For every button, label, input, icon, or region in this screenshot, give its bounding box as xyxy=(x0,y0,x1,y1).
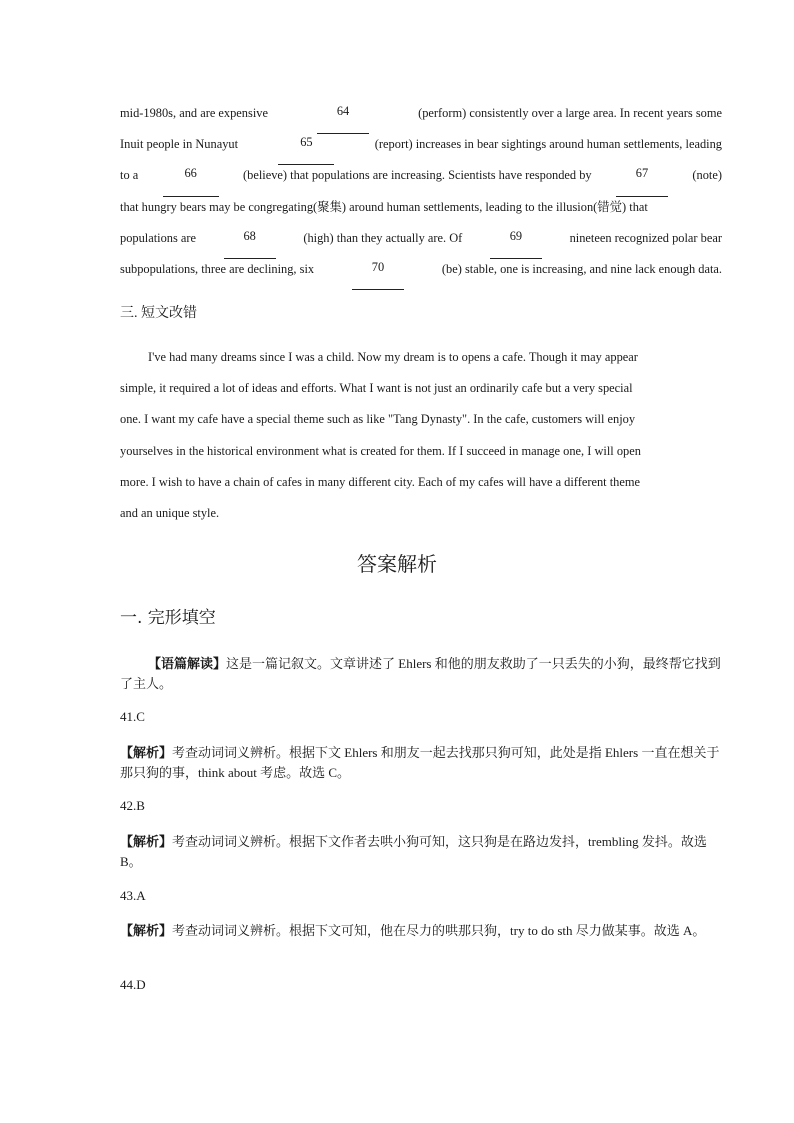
passage-text: (note) xyxy=(692,168,722,183)
answer-explanation xyxy=(120,743,722,783)
analysis-tag: 【解析】 xyxy=(120,745,173,760)
analysis-tag: 【解析】 xyxy=(120,834,173,849)
answer-number: 43.A xyxy=(120,888,146,903)
passage-line xyxy=(120,197,722,228)
passage-text: populations are xyxy=(120,230,197,245)
essay-line: one. I want my cafe have a special theme such as like "Tang Dynasty". In the cafe, customers will enjoy xyxy=(120,412,636,427)
passage-line xyxy=(120,259,722,290)
grammar-passage xyxy=(120,103,722,290)
passage-line xyxy=(120,228,722,259)
answer-number: 44.D xyxy=(120,977,146,992)
answers-title: 答案解析 xyxy=(357,552,437,576)
reading-intro xyxy=(120,654,722,694)
section-heading: 三. 短文改错 xyxy=(120,306,197,321)
blank-66: 66 xyxy=(163,165,219,196)
blank-70: 70 xyxy=(352,259,404,290)
essay-line: and an unique style. xyxy=(120,505,220,520)
blank-69: 69 xyxy=(490,228,542,259)
essay-line: yourselves in the historical environment what is created for them. If I succeed in manage one, I will open xyxy=(120,443,641,458)
passage-text: (be) stable, one is increasing, and nine lack enough data. xyxy=(441,261,722,276)
section-heading: 一. 完形填空 xyxy=(120,608,216,628)
passage-text: (high) than they actually are. Of xyxy=(303,230,463,245)
answer-number: 42.B xyxy=(120,798,145,813)
blank-67: 67 xyxy=(616,165,668,196)
passage-text: nineteen recognized polar bear xyxy=(569,230,722,245)
analysis-tag: 【解析】 xyxy=(120,923,173,938)
analysis-text: 考查动词词义辨析。根据下文作者去哄小狗可知，这只狗是在路边发抖，trembling 发抖。故选 B。 xyxy=(120,834,707,869)
answer-number: 41.C xyxy=(120,709,145,724)
passage-text: Inuit people in Nunayut xyxy=(120,137,239,152)
blank-68: 68 xyxy=(224,228,276,259)
passage-text: (perform) consistently over a large area. In recent years some xyxy=(418,106,722,120)
intro-text: 这是一篇记叙文。文章讲述了 Ehlers 和他的朋友救助了一只丢失的小狗，最终帮它找到了主人。 xyxy=(120,656,721,691)
blank-65: 65 xyxy=(278,134,334,165)
analysis-text: 考查动词词义辨析。根据下文 Ehlers 和朋友一起去找那只狗可知，此处是指 Ehlers 一直在想关于那只狗的事，think about 考虑。故选 C。 xyxy=(120,745,720,780)
answer-explanation xyxy=(120,921,722,941)
passage-line xyxy=(120,165,722,196)
passage-text: that hungry bears may be congregating(聚集) around human settlements, leading to the illusion(错觉) that xyxy=(120,199,648,214)
passage-line xyxy=(120,103,722,134)
passage-text: mid-1980s, and are expensive xyxy=(120,106,268,120)
passage-line xyxy=(120,134,722,165)
passage-text: subpopulations, three are declining, six xyxy=(120,261,315,276)
essay-line: simple, it required a lot of ideas and efforts. What I want is not just an ordinarily cafe but a very special xyxy=(120,381,633,396)
essay-line: I've had many dreams since I was a child. Now my dream is to opens a cafe. Though it may appear xyxy=(148,350,638,364)
essay-line: more. I wish to have a chain of cafes in many different city. Each of my cafes will have a different theme xyxy=(120,474,640,489)
passage-text: (believe) that populations are increasing. Scientists have responded by xyxy=(243,168,592,183)
analysis-text: 考查动词词义辨析。根据下文可知，他在尽力的哄那只狗，try to do sth 尽力做某事。故选 A。 xyxy=(172,923,706,938)
intro-tag: 【语篇解读】 xyxy=(148,656,227,671)
error-correction-essay xyxy=(120,347,722,534)
passage-text: (report) increases in bear sightings around human settlements, leading xyxy=(374,137,722,152)
blank-64: 64 xyxy=(317,103,369,134)
passage-text: to a xyxy=(120,168,139,183)
answer-explanation xyxy=(120,832,722,872)
